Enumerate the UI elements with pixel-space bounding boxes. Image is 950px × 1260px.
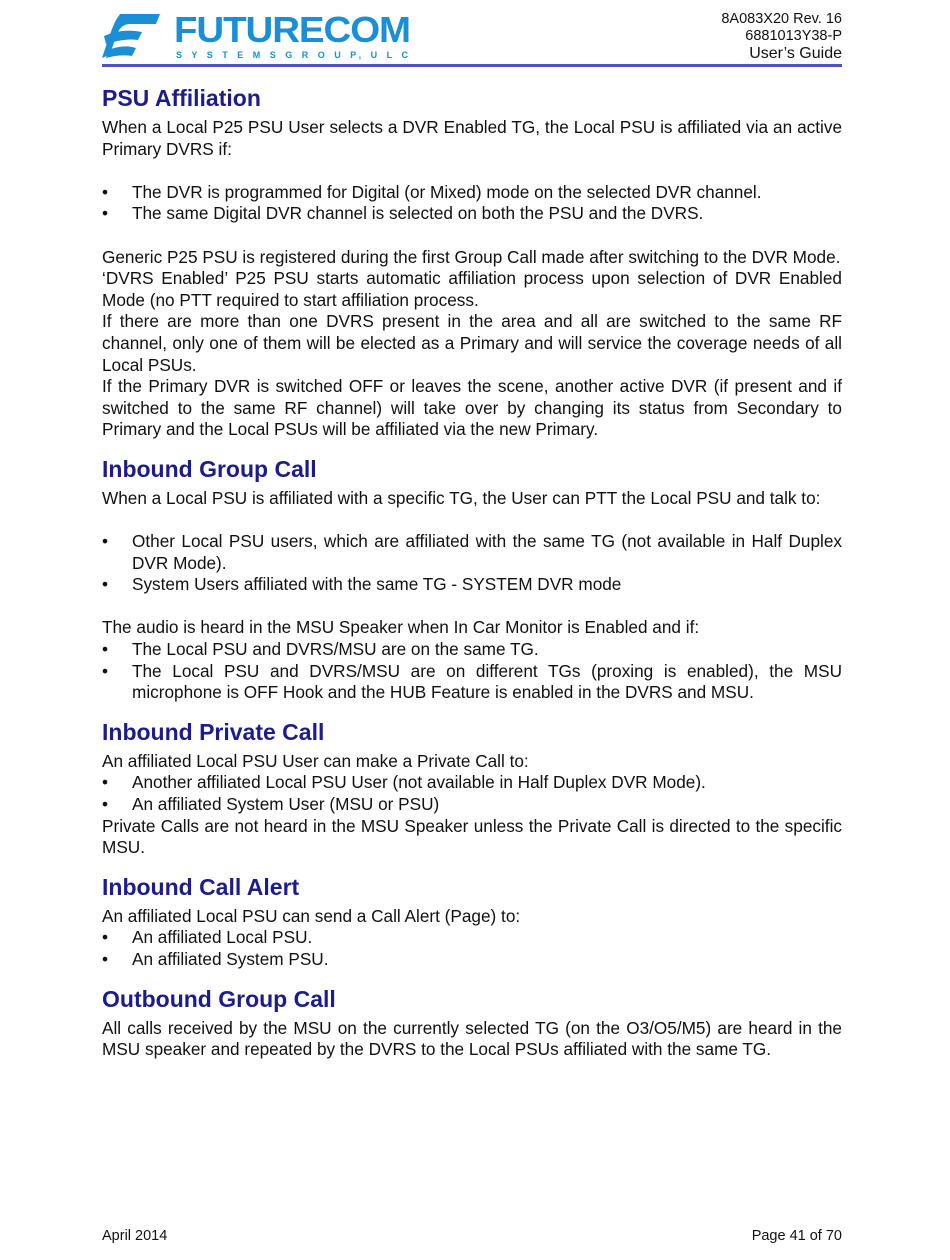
- paragraph: An affiliated Local PSU User can make a Private Call to:: [102, 750, 529, 771]
- section-heading: Inbound Group Call: [102, 455, 317, 482]
- list-item: • The Local PSU and DVRS/MSU are on different TGs (proxing is enabled), the MSU microphone is OFF Hook and the HUB Feature is enabled in the DVRS and MSU.: [102, 661, 842, 704]
- futurecom-logo: [102, 10, 412, 62]
- document-info: [721, 11, 842, 62]
- bullet-list: [102, 182, 842, 225]
- paragraph: An affiliated Local PSU can send a Call Alert (Page) to:: [102, 905, 521, 926]
- bullet-list: [102, 772, 842, 815]
- section-heading: Inbound Private Call: [102, 718, 325, 745]
- section-heading: Inbound Call Alert: [102, 873, 300, 900]
- bullet-list: [102, 639, 842, 704]
- paragraph: ‘DVRS Enabled’ P25 PSU starts automatic affiliation process upon selection of DVR Enabled Mode (no PTT required to start affiliation process.: [102, 268, 842, 310]
- list-item: • An affiliated Local PSU.: [102, 927, 842, 949]
- list-item: • The same Digital DVR channel is selected on both the PSU and the DVRS.: [102, 203, 842, 225]
- svg-text:S Y S T E M S G R O U P, U: S Y S T E M S G R O U P, U L C: [176, 50, 409, 60]
- footer-date: April 2014: [102, 1228, 168, 1244]
- doc-number: 8A083X20 Rev. 16: [721, 11, 842, 27]
- paragraph: All calls received by the MSU on the currently selected TG (on the O3/O5/M5) are heard in the MSU speaker and repeated by the DVRS to the Local PSUs affiliated with the same TG.: [102, 1017, 842, 1060]
- list-item: • An affiliated System PSU.: [102, 949, 842, 971]
- section-outbound-group-call: [102, 985, 842, 1061]
- paragraph: When a Local P25 PSU User selects a DVR Enabled TG, the Local PSU is affiliated via an active Primary DVRS if:: [102, 117, 842, 159]
- bullet-list: [102, 927, 842, 970]
- list-item: • Other Local PSU users, which are affiliated with the same TG (not available in Half Duplex DVR Mode).: [102, 531, 842, 574]
- section-inbound-private-call: [102, 718, 842, 859]
- paragraph: Private Calls are not heard in the MSU Speaker unless the Private Call is directed to the specific MSU.: [102, 815, 842, 858]
- header-rule: [102, 64, 842, 67]
- paragraph: If there are more than one DVRS present in the area and all are switched to the same RF channel, only one of them will be elected as a Primary and will service the coverage needs of all Local PSUs.: [102, 311, 842, 375]
- section-psu-affiliation: [102, 84, 842, 441]
- paragraph: When a Local PSU is affiliated with a specific TG, the User can PTT the Local PSU and talk to:: [102, 487, 821, 508]
- list-item: • An affiliated System User (MSU or PSU): [102, 794, 842, 816]
- section-inbound-group-call: [102, 455, 842, 704]
- guide-title: User’s Guide: [749, 45, 842, 62]
- paragraph: If the Primary DVR is switched OFF or leaves the scene, another active DVR (if present and if switched to the same RF channel) will take over by changing its status from Secondary to Primary and the Local PSUs will be affiliated via the new Primary.: [102, 376, 842, 440]
- list-item: • System Users affiliated with the same TG - SYSTEM DVR mode: [102, 574, 842, 596]
- paragraph: The audio is heard in the MSU Speaker when In Car Monitor is Enabled and if:: [102, 617, 700, 638]
- page-header: [102, 8, 842, 66]
- svg-text:FUTURECOM: FUTURECOM: [174, 10, 410, 50]
- paragraph: Generic P25 PSU is registered during the first Group Call made after switching to the DVR Mode.: [102, 246, 841, 267]
- section-heading: Outbound Group Call: [102, 985, 336, 1012]
- list-item: • Another affiliated Local PSU User (not available in Half Duplex DVR Mode).: [102, 772, 842, 794]
- part-number: 6881013Y38-P: [745, 28, 842, 44]
- list-item: • The DVR is programmed for Digital (or Mixed) mode on the selected DVR channel.: [102, 182, 842, 204]
- section-inbound-call-alert: [102, 873, 842, 971]
- bullet-list: [102, 531, 842, 596]
- page-content: [102, 84, 842, 1061]
- section-heading: PSU Affiliation: [102, 85, 261, 111]
- page-number: Page 41 of 70: [751, 1228, 842, 1244]
- list-item: • The Local PSU and DVRS/MSU are on the same TG.: [102, 639, 842, 661]
